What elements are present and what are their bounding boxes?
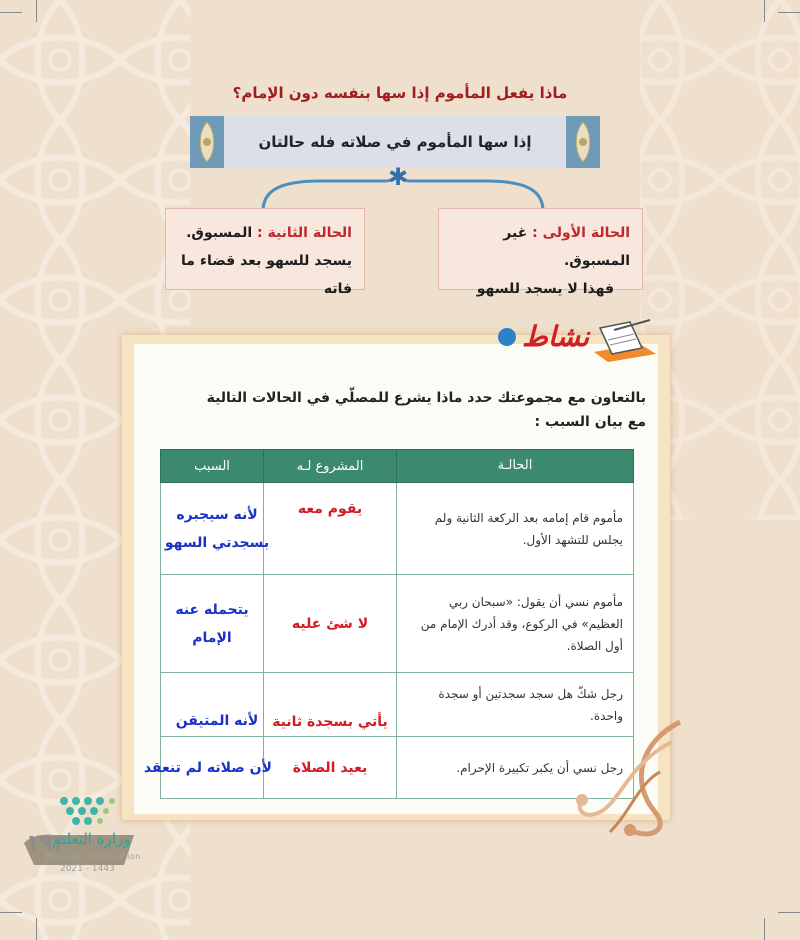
academic-year: 2021 - 1443 [60, 864, 115, 874]
row-action: يقوم معه [264, 483, 397, 575]
crop-mark [778, 912, 800, 913]
cases-banner [190, 116, 600, 168]
case-two-box [165, 208, 365, 297]
crop-mark [764, 918, 765, 940]
case-one-title: غير المسبوق. [503, 225, 630, 269]
header-case: الحالـة [397, 450, 634, 483]
page-number: ١٩٣ [26, 831, 67, 856]
ministry-name-en: Ministry of Education [46, 852, 141, 861]
row-reason [161, 483, 270, 575]
case-two-title: المسبوق. [186, 225, 253, 241]
ornament-icon [570, 120, 596, 164]
case-one-label: الحالة الأولى : [532, 225, 630, 241]
activity-badge [498, 318, 666, 362]
row-case: رجل شكّ هل سجد سجدتين أو سجدة واحدة. [397, 673, 634, 737]
row-reason [161, 673, 264, 737]
banner-text: إذا سها المأموم في صلاته فله حالتان [258, 133, 532, 151]
branch-connector [0, 165, 800, 215]
table-header-row [161, 450, 634, 483]
crop-mark [0, 12, 22, 13]
crop-mark [36, 0, 37, 22]
header-action: المشروع لـه [264, 450, 397, 483]
instruction-line-1: بالتعاون مع مجموعتك حدد ماذا يشرع للمصلّي في الحالات التالية [206, 390, 646, 406]
instruction-line-2: مع بيان السبب : [534, 414, 646, 430]
row-case: مأموم نسي أن يقول: «سبحان ربي العظيم» في الركوع، وقد أدرك الإمام من أول الصلاة. [397, 575, 634, 673]
pen-paper-icon [590, 318, 662, 362]
svg-text:✱: ✱ [387, 165, 409, 191]
table-row [161, 483, 634, 575]
row-reason-text: لأنه المتيقن [175, 713, 259, 729]
activity-badge-label: نشاط [522, 320, 590, 353]
case-one-box [438, 208, 643, 297]
crop-mark [36, 918, 37, 940]
row-case: رجل نسي أن يكبر تكبيرة الإحرام. [397, 737, 634, 799]
activity-instructions [200, 386, 646, 434]
crop-mark [0, 912, 22, 913]
header-reason: السبب [161, 450, 264, 483]
case-two-label: الحالة الثانية : [257, 225, 352, 241]
row-reason-text: يتحمله عنه الإمام [175, 601, 249, 646]
case-one-text: فهذا لا يسجد للسهو [476, 281, 614, 297]
bullet-icon [498, 328, 516, 346]
row-reason-text: لأنه سيجبره بسجدتي السهو [164, 506, 270, 551]
row-action: يعيد الصلاة [264, 737, 397, 799]
row-case: مأموم قام إمامه بعد الركعة الثانية ولم يجلس للتشهد الأول. [397, 483, 634, 575]
ministry-name-ar: وزارة التعليم [52, 830, 131, 848]
question-heading: ماذا يفعل المأموم إذا سها بنفسه دون الإمام؟ [232, 84, 568, 102]
corner-ornament [560, 712, 690, 842]
table-row [161, 575, 634, 673]
row-reason [143, 737, 272, 799]
row-reason [161, 575, 264, 673]
row-action: يأتي بسجدة ثانية [264, 673, 397, 737]
row-action: لا شئ عليه [264, 575, 397, 673]
crop-mark [778, 12, 800, 13]
case-two-text: يسجد للسهو بعد قضاء ما فاته [181, 253, 352, 297]
crop-mark [764, 0, 765, 22]
ornament-icon [194, 120, 220, 164]
row-reason-text: لأن صلاته لم تنعقد [143, 759, 272, 776]
